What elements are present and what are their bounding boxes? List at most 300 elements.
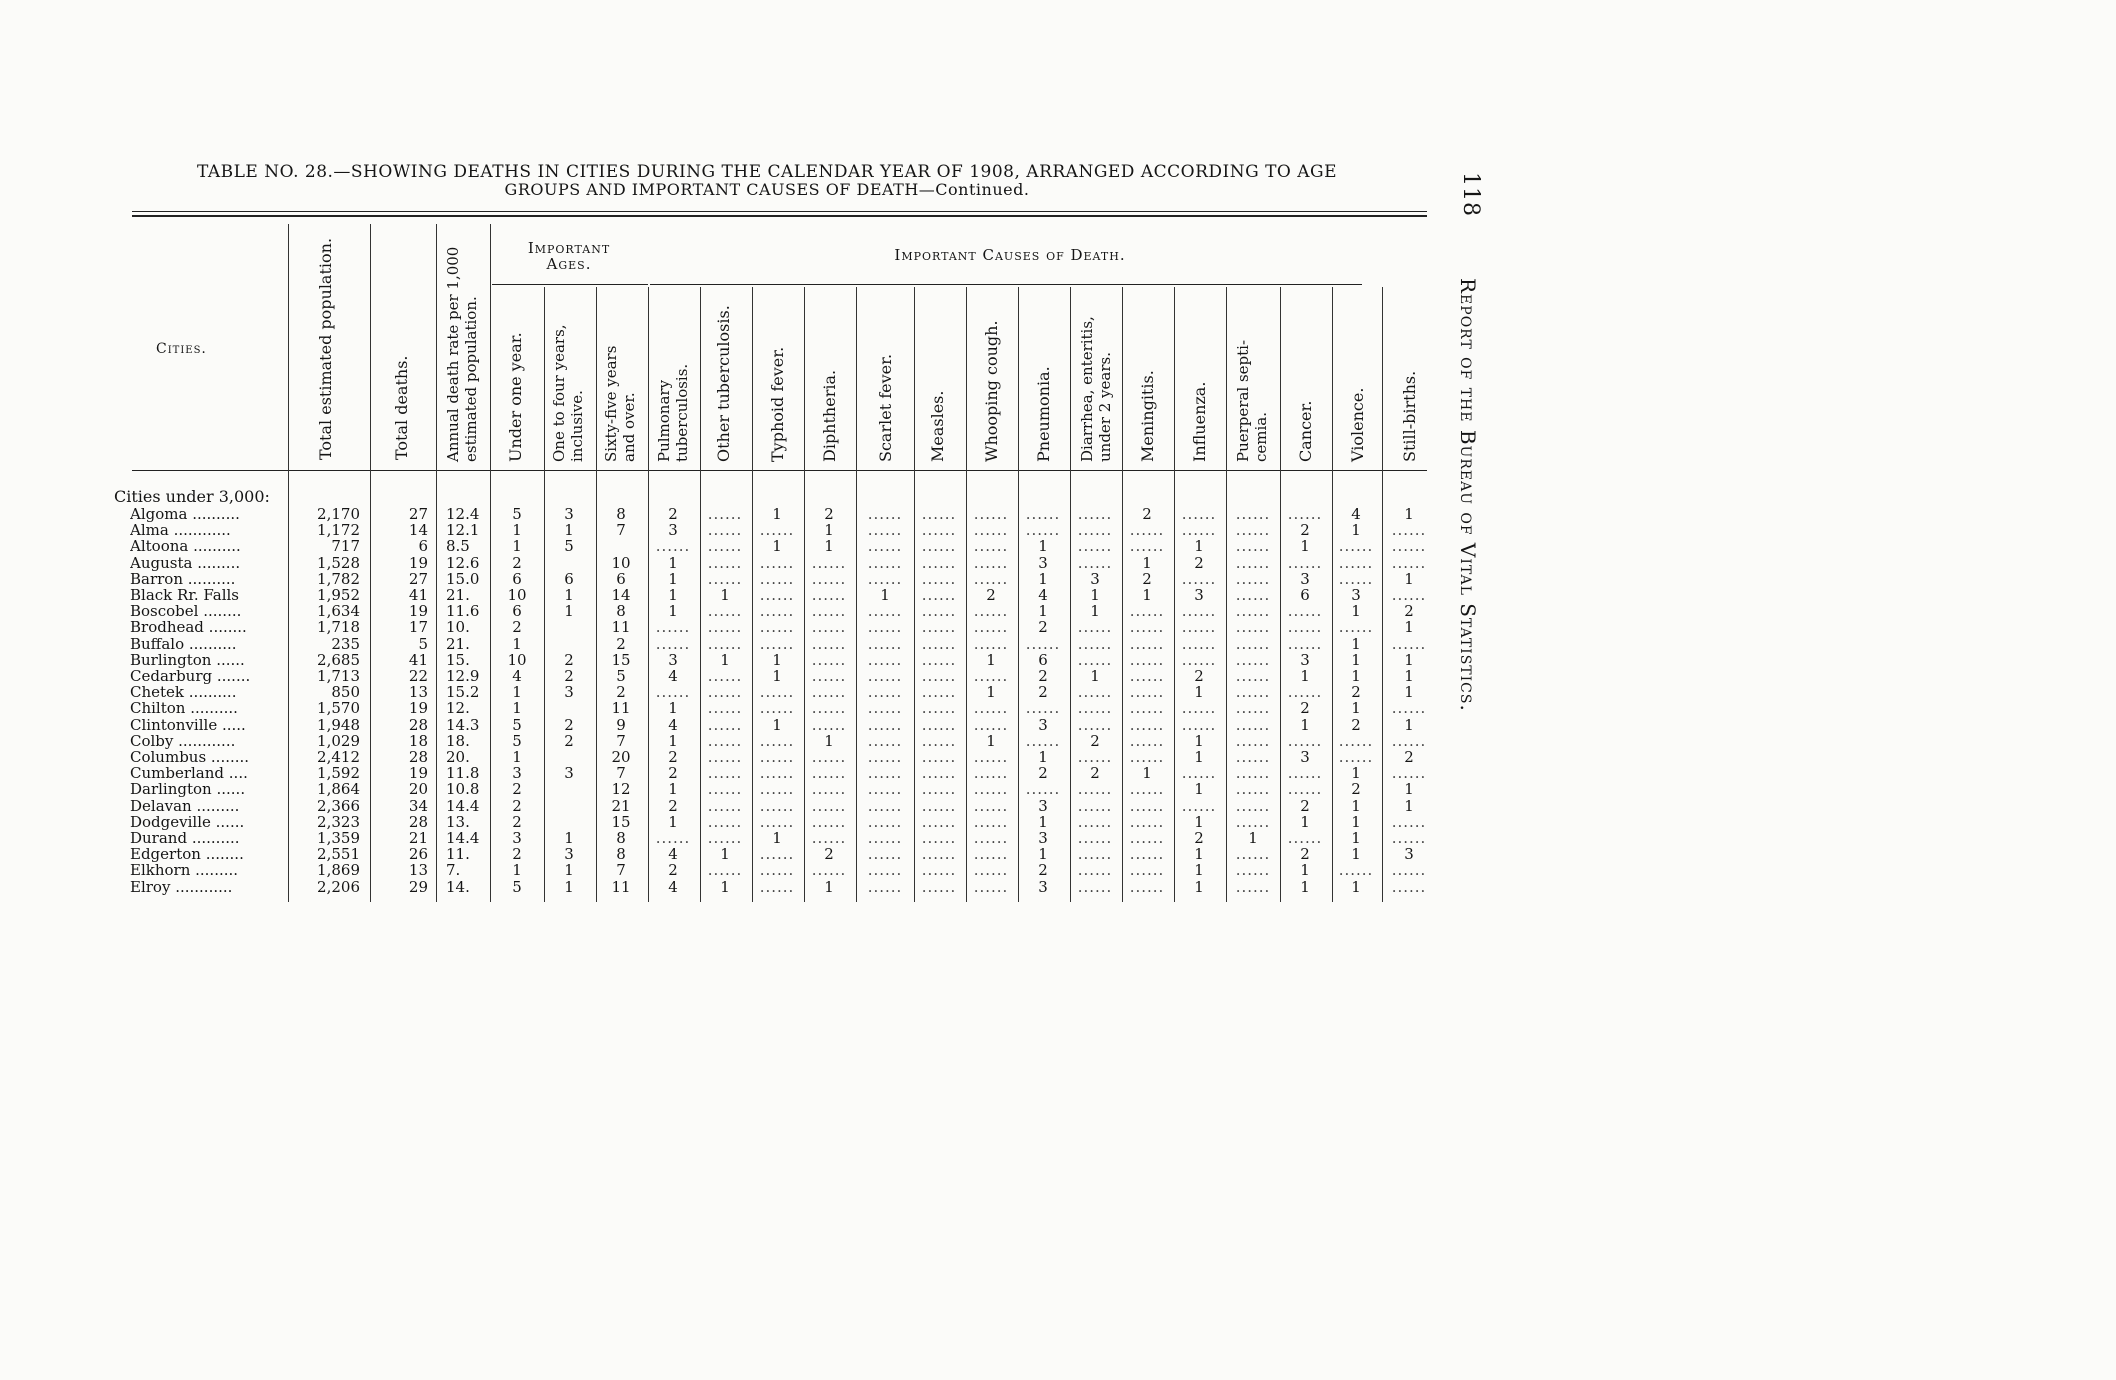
population-cell: 235 [331, 634, 360, 653]
header-puerperal-line1: Puerperal septi- [1234, 339, 1252, 462]
puerperal-leader-dots: ...... [1235, 764, 1271, 783]
other-tb-leader-dots: ...... [707, 796, 743, 815]
meningitis-leader-dots: ...... [1129, 521, 1165, 540]
violence-cell: 1 [1351, 764, 1361, 783]
typhoid-leader-dots: ...... [759, 731, 795, 750]
running-head: Report of the Bureau of Vital Statistics. [1456, 278, 1480, 712]
diphtheria-cell: 1 [824, 877, 834, 896]
under-one-cell: 4 [512, 667, 522, 685]
city-name: Chetek .......... [130, 684, 237, 701]
measles-leader-dots: ...... [921, 731, 957, 750]
measles-leader-dots: ...... [921, 505, 957, 523]
diphtheria-leader-dots: ...... [811, 861, 847, 880]
one-four-cell: 5 [564, 537, 574, 556]
whooping-leader-dots: ...... [973, 764, 1009, 783]
death-rate-cell: 10. [446, 618, 470, 637]
under-one-cell: 2 [512, 780, 522, 799]
city-name: Cumberland .... [130, 765, 248, 782]
meningitis-leader-dots: ...... [1129, 537, 1165, 556]
typhoid-leader-dots: ...... [759, 845, 795, 864]
typhoid-leader-dots: ...... [759, 553, 795, 572]
under-one-cell: 1 [512, 634, 522, 653]
total-deaths-cell: 13 [408, 683, 428, 702]
other-tb-cell: 1 [720, 845, 730, 864]
diphtheria-leader-dots: ...... [811, 796, 847, 815]
under-one-cell: 2 [512, 812, 522, 831]
cancer-leader-dots: ...... [1287, 618, 1323, 637]
death-rate-cell: 11.6 [446, 602, 480, 621]
cancer-cell: 2 [1300, 845, 1310, 864]
under-one-cell: 6 [512, 602, 522, 621]
meningitis-leader-dots: ...... [1129, 829, 1165, 847]
whooping-leader-dots: ...... [973, 861, 1009, 880]
other-tb-leader-dots: ...... [707, 634, 743, 653]
header-typhoid: Typhoid fever. [768, 346, 787, 462]
city-name: Augusta ......... [130, 554, 241, 571]
sixty-five-cell: 14 [611, 586, 631, 604]
ages-group-label [494, 240, 644, 272]
death-rate-cell: 13. [446, 812, 470, 831]
puerperal-leader-dots: ...... [1235, 699, 1271, 718]
total-deaths-cell: 6 [418, 537, 428, 556]
table-row [0, 717, 1440, 733]
still-births-leader-dots: ...... [1391, 586, 1427, 604]
sixty-five-cell: 11 [611, 618, 631, 637]
one-four-cell: 3 [564, 683, 574, 702]
header-total-deaths: Total deaths. [392, 355, 411, 460]
pulmonary-cell: 2 [668, 861, 678, 880]
whooping-leader-dots: ...... [973, 537, 1009, 556]
pulmonary-cell: 1 [668, 699, 678, 718]
cancer-cell: 6 [1300, 586, 1310, 604]
diarrhea-leader-dots: ...... [1077, 618, 1113, 637]
table-row [0, 636, 1440, 652]
pneumonia-cell: 3 [1038, 715, 1048, 734]
ages-group-line2: Ages. [546, 255, 592, 273]
total-deaths-cell: 28 [408, 812, 428, 831]
measles-leader-dots: ...... [921, 845, 957, 864]
meningitis-leader-dots: ...... [1129, 748, 1165, 766]
death-rate-cell: 21. [446, 586, 470, 604]
typhoid-cell: 1 [772, 650, 782, 669]
one-four-cell [546, 700, 592, 716]
still-births-leader-dots: ...... [1391, 521, 1427, 540]
puerperal-leader-dots: ...... [1235, 748, 1271, 766]
measles-leader-dots: ...... [921, 812, 957, 831]
diphtheria-leader-dots: ...... [811, 553, 847, 572]
still-births-cell: 1 [1404, 780, 1414, 799]
pneumonia-cell: 1 [1038, 845, 1048, 864]
puerperal-leader-dots: ...... [1235, 861, 1271, 880]
typhoid-leader-dots: ...... [759, 618, 795, 637]
other-tb-leader-dots: ...... [707, 569, 743, 588]
scarlet-leader-dots: ...... [867, 650, 903, 669]
total-deaths-cell: 28 [408, 715, 428, 734]
header-one-four-line2: inclusive. [568, 390, 586, 462]
diphtheria-cell: 1 [824, 731, 834, 750]
measles-leader-dots: ...... [921, 764, 957, 783]
one-four-cell [546, 619, 592, 635]
page-number: 118 [1458, 172, 1483, 217]
violence-leader-dots: ...... [1338, 731, 1374, 750]
measles-leader-dots: ...... [921, 877, 957, 896]
scarlet-leader-dots: ...... [867, 537, 903, 556]
puerperal-leader-dots: ...... [1235, 683, 1271, 702]
violence-cell: 1 [1351, 602, 1361, 621]
population-cell: 1,948 [317, 715, 360, 734]
population-cell: 1,634 [317, 602, 360, 621]
header-diarrhea-line1: Diarrhea, enteritis, [1078, 316, 1096, 462]
city-name: Elroy ............ [130, 878, 233, 895]
total-deaths-cell: 18 [408, 731, 428, 750]
scarlet-leader-dots: ...... [867, 731, 903, 750]
pulmonary-cell: 4 [668, 715, 678, 734]
scarlet-leader-dots: ...... [867, 829, 903, 847]
table-row [0, 603, 1440, 619]
whooping-leader-dots: ...... [973, 553, 1009, 572]
measles-leader-dots: ...... [921, 586, 957, 604]
other-tb-leader-dots: ...... [707, 780, 743, 799]
scarlet-leader-dots: ...... [867, 845, 903, 864]
puerperal-leader-dots: ...... [1235, 667, 1271, 685]
total-deaths-cell: 28 [408, 748, 428, 766]
sixty-five-cell: 7 [616, 731, 626, 750]
influenza-cell: 2 [1194, 667, 1204, 685]
death-rate-cell: 11. [446, 845, 470, 864]
puerperal-leader-dots: ...... [1235, 845, 1271, 864]
death-rate-cell: 15.0 [446, 569, 480, 588]
cancer-cell: 3 [1300, 650, 1310, 669]
under-one-cell: 10 [507, 650, 527, 669]
violence-cell: 2 [1351, 715, 1361, 734]
diarrhea-cell: 1 [1090, 667, 1100, 685]
scarlet-leader-dots: ...... [867, 699, 903, 718]
cancer-cell: 3 [1300, 748, 1310, 766]
population-cell: 1,359 [317, 829, 360, 847]
one-four-cell: 3 [564, 845, 574, 864]
scarlet-leader-dots: ...... [867, 667, 903, 685]
meningitis-leader-dots: ...... [1129, 650, 1165, 669]
whooping-leader-dots: ...... [973, 699, 1009, 718]
meningitis-leader-dots: ...... [1129, 699, 1165, 718]
under-one-cell: 3 [512, 829, 522, 847]
whooping-leader-dots: ...... [973, 521, 1009, 540]
influenza-cell: 1 [1194, 748, 1204, 766]
cancer-leader-dots: ...... [1287, 764, 1323, 783]
table-row [0, 798, 1440, 814]
under-one-cell: 5 [512, 505, 522, 523]
scarlet-leader-dots: ...... [867, 569, 903, 588]
death-rate-cell: 21. [446, 634, 470, 653]
table-row [0, 749, 1440, 765]
sixty-five-cell: 8 [616, 845, 626, 864]
meningitis-cell: 1 [1142, 586, 1152, 604]
still-births-leader-dots: ...... [1391, 877, 1427, 896]
still-births-leader-dots: ...... [1391, 553, 1427, 572]
violence-cell: 4 [1351, 505, 1361, 523]
one-four-cell: 1 [564, 877, 574, 896]
pneumonia-leader-dots: ...... [1025, 505, 1061, 523]
influenza-leader-dots: ...... [1181, 699, 1217, 718]
cancer-leader-dots: ...... [1287, 780, 1323, 799]
other-tb-leader-dots: ...... [707, 748, 743, 766]
measles-leader-dots: ...... [921, 667, 957, 685]
city-name: Darlington ...... [130, 781, 246, 798]
city-name: Clintonville ..... [130, 716, 246, 733]
header-diarrhea-line2: under 2 years. [1096, 352, 1114, 462]
diphtheria-leader-dots: ...... [811, 586, 847, 604]
population-cell: 1,172 [317, 521, 360, 540]
pneumonia-cell: 3 [1038, 796, 1048, 815]
meningitis-cell: 1 [1142, 553, 1152, 572]
cancer-leader-dots: ...... [1287, 683, 1323, 702]
whooping-leader-dots: ...... [973, 667, 1009, 685]
meningitis-leader-dots: ...... [1129, 634, 1165, 653]
other-tb-cell: 1 [720, 586, 730, 604]
total-deaths-cell: 5 [418, 634, 428, 653]
pulmonary-leader-dots: ...... [655, 537, 691, 556]
diarrhea-leader-dots: ...... [1077, 748, 1113, 766]
violence-cell: 1 [1351, 845, 1361, 864]
scarlet-leader-dots: ...... [867, 861, 903, 880]
city-name: Boscobel ........ [130, 603, 242, 620]
other-tb-leader-dots: ...... [707, 521, 743, 540]
influenza-leader-dots: ...... [1181, 634, 1217, 653]
diphtheria-leader-dots: ...... [811, 634, 847, 653]
header-one-four-line1: One to four years, [550, 324, 568, 462]
still-births-leader-dots: ...... [1391, 537, 1427, 556]
header-other-tb: Other tuberculosis. [714, 305, 733, 462]
diphtheria-leader-dots: ...... [811, 715, 847, 734]
other-tb-leader-dots: ...... [707, 537, 743, 556]
influenza-leader-dots: ...... [1181, 569, 1217, 588]
typhoid-leader-dots: ...... [759, 699, 795, 718]
diarrhea-leader-dots: ...... [1077, 877, 1113, 896]
sixty-five-cell: 20 [611, 748, 631, 766]
header-influenza: Influenza. [1190, 381, 1209, 462]
total-deaths-cell: 20 [408, 780, 428, 799]
other-tb-leader-dots: ...... [707, 667, 743, 685]
puerperal-leader-dots: ...... [1235, 553, 1271, 572]
whooping-leader-dots: ...... [973, 845, 1009, 864]
typhoid-leader-dots: ...... [759, 812, 795, 831]
population-cell: 850 [331, 683, 360, 702]
under-one-cell: 2 [512, 845, 522, 864]
diphtheria-cell: 2 [824, 505, 834, 523]
pneumonia-leader-dots: ...... [1025, 780, 1061, 799]
still-births-leader-dots: ...... [1391, 699, 1427, 718]
typhoid-leader-dots: ...... [759, 877, 795, 896]
scarlet-leader-dots: ...... [867, 764, 903, 783]
city-name: Black Rr. Falls [130, 587, 239, 603]
pneumonia-cell: 2 [1038, 667, 1048, 685]
puerperal-cell: 1 [1248, 829, 1258, 847]
pulmonary-leader-dots: ...... [655, 618, 691, 637]
sixty-five-cell: 8 [616, 602, 626, 621]
sixty-five-cell: 21 [611, 796, 631, 815]
meningitis-cell: 2 [1142, 505, 1152, 523]
whooping-leader-dots: ...... [973, 796, 1009, 815]
city-name: Chilton .......... [130, 700, 238, 717]
other-tb-cell: 1 [720, 650, 730, 669]
city-name: Alma ............ [130, 522, 231, 539]
whooping-cell: 1 [986, 683, 996, 702]
typhoid-leader-dots: ...... [759, 569, 795, 588]
meningitis-leader-dots: ...... [1129, 845, 1165, 864]
influenza-leader-dots: ...... [1181, 715, 1217, 734]
under-one-cell: 1 [512, 537, 522, 556]
death-rate-cell: 14.3 [446, 715, 480, 734]
cancer-cell: 2 [1300, 521, 1310, 540]
diarrhea-leader-dots: ...... [1077, 650, 1113, 669]
one-four-cell [546, 749, 592, 765]
violence-leader-dots: ...... [1338, 748, 1374, 766]
influenza-cell: 1 [1194, 537, 1204, 556]
pulmonary-cell: 2 [668, 748, 678, 766]
still-births-cell: 1 [1404, 667, 1414, 685]
scarlet-leader-dots: ...... [867, 812, 903, 831]
population-cell: 1,952 [317, 586, 360, 604]
total-deaths-cell: 27 [408, 505, 428, 523]
violence-cell: 1 [1351, 699, 1361, 718]
table-row [0, 571, 1440, 587]
pulmonary-leader-dots: ...... [655, 634, 691, 653]
population-cell: 2,551 [317, 845, 360, 864]
violence-cell: 1 [1351, 650, 1361, 669]
typhoid-leader-dots: ...... [759, 861, 795, 880]
scarlet-leader-dots: ...... [867, 780, 903, 799]
diarrhea-cell: 1 [1090, 586, 1100, 604]
diarrhea-leader-dots: ...... [1077, 537, 1113, 556]
violence-cell: 1 [1351, 877, 1361, 896]
cancer-cell: 2 [1300, 699, 1310, 718]
table-row [0, 668, 1440, 684]
cancer-leader-dots: ...... [1287, 731, 1323, 750]
scarlet-leader-dots: ...... [867, 796, 903, 815]
violence-cell: 1 [1351, 634, 1361, 653]
sixty-five-cell: 7 [616, 521, 626, 540]
measles-leader-dots: ...... [921, 618, 957, 637]
influenza-leader-dots: ...... [1181, 521, 1217, 540]
meningitis-leader-dots: ...... [1129, 602, 1165, 621]
diarrhea-leader-dots: ...... [1077, 521, 1113, 540]
pneumonia-cell: 1 [1038, 569, 1048, 588]
diarrhea-cell: 2 [1090, 731, 1100, 750]
diarrhea-leader-dots: ...... [1077, 829, 1113, 847]
death-rate-cell: 15. [446, 650, 470, 669]
population-cell: 2,412 [317, 748, 360, 766]
violence-cell: 1 [1351, 796, 1361, 815]
header-bottom-rule [132, 470, 1427, 471]
influenza-cell: 1 [1194, 845, 1204, 864]
whooping-cell: 1 [986, 731, 996, 750]
violence-cell: 3 [1351, 586, 1361, 604]
population-cell: 2,685 [317, 650, 360, 669]
ages-group-line1: Important [527, 239, 611, 257]
puerperal-leader-dots: ...... [1235, 796, 1271, 815]
one-four-cell [546, 555, 592, 571]
total-deaths-cell: 34 [408, 796, 428, 815]
measles-leader-dots: ...... [921, 780, 957, 799]
table-row [0, 733, 1440, 749]
cancer-cell: 1 [1300, 715, 1310, 734]
pulmonary-cell: 1 [668, 586, 678, 604]
table-row [0, 652, 1440, 668]
typhoid-leader-dots: ...... [759, 748, 795, 766]
typhoid-leader-dots: ...... [759, 521, 795, 540]
violence-cell: 1 [1351, 812, 1361, 831]
scarlet-leader-dots: ...... [867, 877, 903, 896]
measles-leader-dots: ...... [921, 634, 957, 653]
diarrhea-leader-dots: ...... [1077, 796, 1113, 815]
one-four-cell: 2 [564, 650, 574, 669]
meningitis-leader-dots: ...... [1129, 780, 1165, 799]
under-one-cell: 2 [512, 618, 522, 637]
table-row [0, 619, 1440, 635]
meningitis-leader-dots: ...... [1129, 861, 1165, 880]
one-four-cell [546, 781, 592, 797]
measles-leader-dots: ...... [921, 537, 957, 556]
sixty-five-cell: 5 [616, 667, 626, 685]
under-one-cell: 2 [512, 553, 522, 572]
pneumonia-cell: 1 [1038, 537, 1048, 556]
sixty-five-cell: 7 [616, 764, 626, 783]
typhoid-cell: 1 [772, 667, 782, 685]
total-deaths-cell: 14 [408, 521, 428, 540]
under-one-cell: 1 [512, 861, 522, 880]
cancer-cell: 2 [1300, 796, 1310, 815]
header-diphtheria: Diphtheria. [820, 369, 839, 462]
influenza-cell: 3 [1194, 586, 1204, 604]
meningitis-leader-dots: ...... [1129, 715, 1165, 734]
population-cell: 1,782 [317, 569, 360, 588]
diarrhea-leader-dots: ...... [1077, 699, 1113, 718]
one-four-cell: 2 [564, 731, 574, 750]
pneumonia-cell: 2 [1038, 618, 1048, 637]
measles-leader-dots: ...... [921, 683, 957, 702]
still-births-cell: 1 [1404, 715, 1414, 734]
one-four-cell: 6 [564, 569, 574, 588]
causes-group-rule [650, 284, 1362, 285]
sixty-five-cell: 15 [611, 650, 631, 669]
under-one-cell: 1 [512, 683, 522, 702]
pulmonary-cell: 4 [668, 845, 678, 864]
measles-leader-dots: ...... [921, 521, 957, 540]
table-row [0, 781, 1440, 797]
still-births-cell: 1 [1404, 683, 1414, 702]
other-tb-leader-dots: ...... [707, 829, 743, 847]
sixty-five-cell: 8 [616, 829, 626, 847]
pulmonary-cell: 1 [668, 602, 678, 621]
diarrhea-leader-dots: ...... [1077, 845, 1113, 864]
table-title-line2: GROUPS AND IMPORTANT CAUSES OF DEATH—Continued. [504, 180, 1030, 199]
under-one-cell: 1 [512, 748, 522, 766]
puerperal-leader-dots: ...... [1235, 618, 1271, 637]
whooping-leader-dots: ...... [973, 618, 1009, 637]
still-births-cell: 1 [1404, 650, 1414, 669]
scarlet-leader-dots: ...... [867, 634, 903, 653]
total-deaths-cell: 19 [408, 553, 428, 572]
sixty-five-cell [598, 538, 644, 554]
scarlet-leader-dots: ...... [867, 602, 903, 621]
under-one-cell: 5 [512, 877, 522, 896]
header-cancer: Cancer. [1296, 400, 1315, 462]
puerperal-leader-dots: ...... [1235, 812, 1271, 831]
puerperal-leader-dots: ...... [1235, 602, 1271, 621]
typhoid-cell: 1 [772, 829, 782, 847]
population-cell: 1,528 [317, 553, 360, 572]
whooping-leader-dots: ...... [973, 602, 1009, 621]
